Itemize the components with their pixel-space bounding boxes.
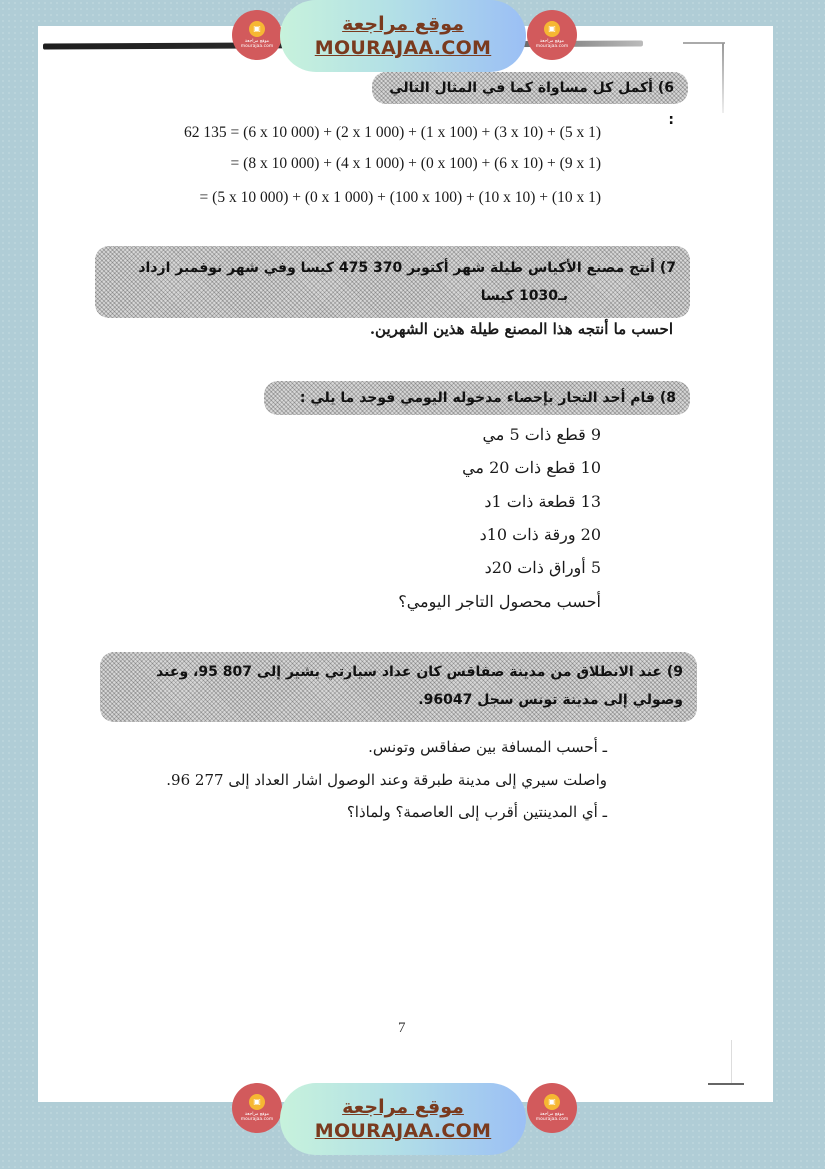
document-page	[38, 26, 773, 1102]
exercise-8-title: 8) قام أحد التجار بإحصاء مدخوله اليومي فوجد ما يلي :	[264, 381, 690, 415]
book-icon: ▣	[249, 1094, 265, 1110]
exercise-9-title	[100, 652, 697, 722]
income-item: 5 أوراق ذات 20د	[484, 558, 601, 577]
corner-mark	[731, 1040, 732, 1084]
badge-text: موقع مراجعة mourajaa.com	[240, 1112, 274, 1122]
exercise-9-line: واصلت سيري إلى مدينة طبرقة وعند الوصول اشار العداد إلى 277 96.	[166, 771, 607, 789]
exercise-7-title-line1: 7) أنتج مصنع الأكياس طيلة شهر أكتوبر 370 475 كيسا وفي شهر نوفمبر ازداد	[138, 260, 676, 276]
site-logo-badge-right[interactable]	[527, 10, 577, 60]
exercise-6-title: 6) أكمل كل مساواة كما في المثال التالي :	[372, 72, 688, 104]
corner-mark	[683, 42, 725, 44]
book-icon: ▣	[544, 21, 560, 37]
site-banner-header[interactable]	[280, 0, 526, 72]
banner-site-link[interactable]: MOURAJAA.COM	[314, 37, 492, 59]
exercise-9-title-line2: وصولي إلى مدينة تونس سجل 96047.	[418, 692, 683, 708]
site-logo-badge-left[interactable]	[232, 10, 282, 60]
income-item: 20 ورقة ذات 10د	[479, 525, 601, 544]
banner-arabic-title: موقع مراجعة	[342, 13, 464, 35]
corner-mark	[722, 43, 724, 113]
banner-arabic-title: موقع مراجعة	[342, 1096, 464, 1118]
badge-text: موقع مراجعة mourajaa.com	[535, 1112, 569, 1122]
income-item: 13 قطعة ذات 1د	[484, 492, 601, 511]
site-logo-badge-right[interactable]	[527, 1083, 577, 1133]
income-item: 10 قطع ذات 20 مي	[462, 458, 601, 477]
page-number: 7	[398, 1020, 406, 1036]
exercise-9-line: ـ أحسب المسافة بين صفاقس وتونس.	[368, 738, 607, 756]
site-banner-footer[interactable]	[280, 1083, 526, 1155]
exercise-7-question: احسب ما أنتجه هذا المصنع طيلة هذين الشهرين.	[369, 320, 673, 338]
site-logo-badge-left[interactable]	[232, 1083, 282, 1133]
banner-site-link[interactable]: MOURAJAA.COM	[314, 1120, 492, 1142]
exercise-8-question: أحسب محصول التاجر اليومي؟	[398, 592, 601, 611]
exercise-7-title	[95, 246, 690, 318]
equation-line: = (8 x 10 000) + (4 x 1 000) + (0 x 100) + (6 x 10) + (9 x 1)	[230, 155, 601, 172]
equation-line: = (5 x 10 000) + (0 x 1 000) + (100 x 100) + (10 x 10) + (10 x 1)	[199, 189, 601, 206]
book-icon: ▣	[249, 21, 265, 37]
book-icon: ▣	[544, 1094, 560, 1110]
exercise-7-title-line2: بـ1030 كيسا	[480, 288, 568, 304]
corner-mark	[708, 1083, 744, 1085]
exercise-9-line: ـ أي المدينتين أقرب إلى العاصمة؟ ولماذا؟	[346, 803, 607, 821]
exercise-9-title-line1: 9) عند الانطلاق من مدينة صفاقس كان عداد سيارتي يشير إلى 807 95، وعند	[156, 664, 683, 680]
badge-text: موقع مراجعة mourajaa.com	[535, 39, 569, 49]
income-item: 9 قطع ذات 5 مي	[482, 425, 601, 444]
badge-text: موقع مراجعة mourajaa.com	[240, 39, 274, 49]
equation-line: 62 135 = (6 x 10 000) + (2 x 1 000) + (1 x 100) + (3 x 10) + (5 x 1)	[184, 124, 601, 141]
